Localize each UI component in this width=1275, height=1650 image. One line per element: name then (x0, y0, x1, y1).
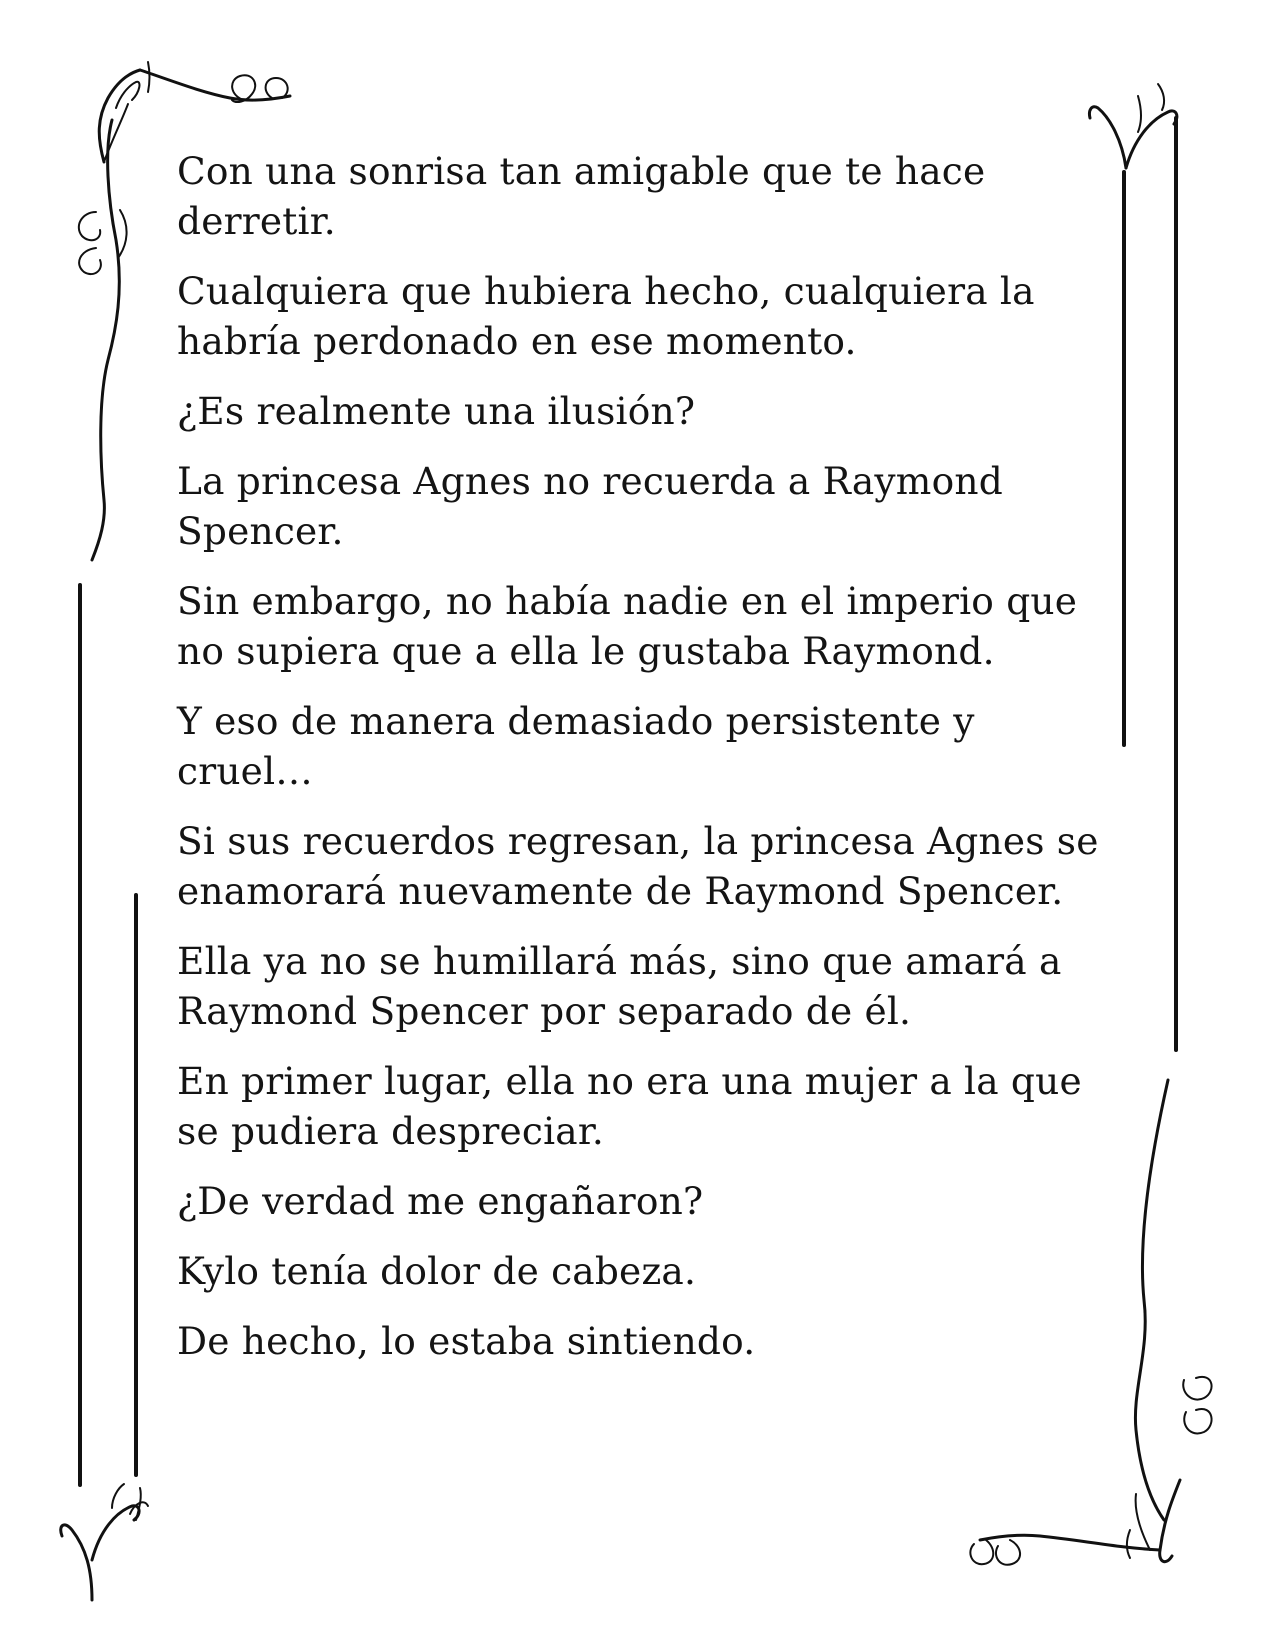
paragraph: De hecho, lo estaba sintiendo. (177, 1319, 756, 1363)
bottom-left-flourish (61, 1484, 148, 1600)
paragraph: Y eso de manera demasiado persistente y cruel… (177, 699, 975, 793)
paragraph: Kylo tenía dolor de cabeza. (177, 1249, 697, 1293)
paragraph: ¿De verdad me engañaron? (177, 1179, 704, 1223)
paragraph: Ella ya no se humillará más, sino que amará a Raymond Spencer por separado de él. (177, 939, 1062, 1033)
body-text (177, 146, 1107, 1386)
paragraph: Sin embargo, no había nadie en el imperio que no supiera que a ella le gustaba Raymond. (177, 579, 1078, 673)
paragraph: En primer lugar, ella no era una mujer a la que se pudiera despreciar. (177, 1059, 1082, 1153)
paragraph: ¿Es realmente una ilusión? (177, 389, 696, 433)
paragraph: Si sus recuerdos regresan, la princesa Agnes se enamorará nuevamente de Raymond Spencer. (177, 819, 1099, 913)
paragraph: La princesa Agnes no recuerda a Raymond Spencer. (177, 459, 1003, 553)
paragraph: Con una sonrisa tan amigable que te hace derretir. (177, 149, 986, 243)
paragraph: Cualquiera que hubiera hecho, cualquiera la habría perdonado en ese momento. (177, 269, 1035, 363)
